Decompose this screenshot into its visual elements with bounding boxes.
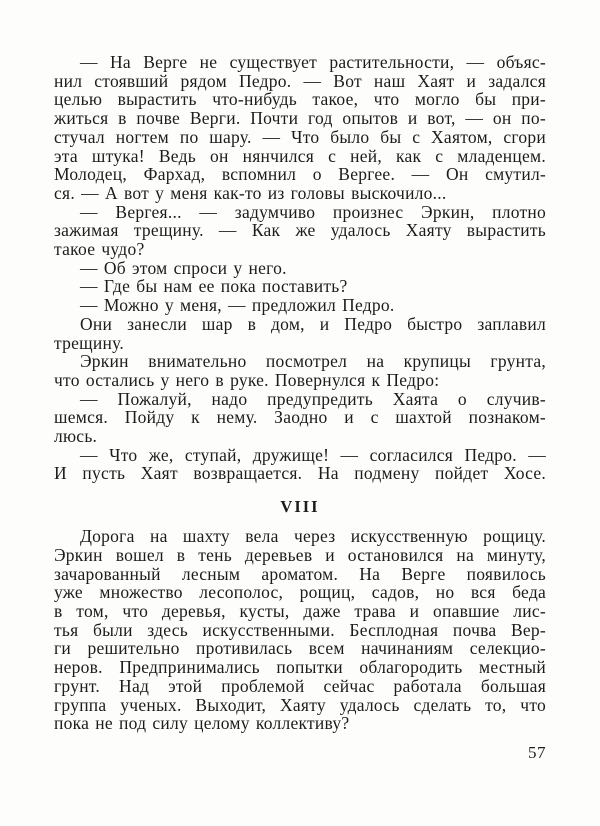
text-line: — На Верге не существует растительности, — объяс- <box>80 52 546 72</box>
text-line: — Можно у меня, — предложил Педро. <box>80 295 395 316</box>
paragraph <box>54 203 546 259</box>
text-line: ся. — А вот у меня как-то из головы выскочило... <box>54 182 447 203</box>
paragraph <box>54 315 546 352</box>
text-block <box>54 53 546 763</box>
text-line: — Вергея... — задумчиво произнес Эркин, плотно <box>80 201 546 222</box>
text-line: группа ученых. Выходит, Хаяту удалось сделать то, что <box>54 694 546 715</box>
text-line: Молодец, Фархад, вспомнил о Вергее. — Он смутил- <box>54 164 546 185</box>
paragraph <box>54 296 546 315</box>
text-line: Они занесли шар в дом, и Педро быстро заплавил <box>80 313 546 334</box>
paragraph <box>54 277 546 296</box>
text-line: эта штука! Ведь он нянчился с ней, как с младенцем. <box>54 145 546 166</box>
text-line: целью вырастить что-нибудь такое, что могло бы при- <box>54 89 546 110</box>
text-line: что остались у него в руке. Повернулся к Педро: <box>54 369 440 390</box>
text-line: люсь. <box>54 426 98 447</box>
page-number: 57 <box>528 742 546 762</box>
paragraph <box>54 390 546 446</box>
text-line: неров. Предпринимались попытки облагородить местный <box>54 657 546 678</box>
text-line: в том, что деревья, кусты, даже трава и опавшие лис- <box>54 600 546 621</box>
text-line: Дорога на шахту вела через искусственную рощицу. <box>80 526 546 547</box>
text-line: И пусть Хаят возвращается. На подмену пойдет Хосе. <box>54 463 546 484</box>
text-line: такое чудо? <box>54 239 145 260</box>
text-line: — Об этом спроси у него. <box>80 257 287 278</box>
text-line: ги решительно противилась всем начинаниям селекцио- <box>54 638 546 659</box>
paragraph <box>54 259 546 278</box>
text-line: зажимая трещину. — Как же удалось Хаяту вырастить <box>54 220 546 241</box>
text-line: — Где бы нам ее пока поставить? <box>80 276 348 297</box>
text-line: Эркин внимательно посмотрел на крупицы грунта, <box>80 351 546 372</box>
text-line: шемся. Пойду к нему. Заодно и с шахтой познаком- <box>54 407 546 428</box>
paragraph <box>54 352 546 389</box>
text-line: стучал ногтем по шару. — Что было бы с Хаятом, сгори <box>54 126 546 147</box>
text-line: нил стоявший рядом Педро. — Вот наш Хаят и задался <box>54 70 546 91</box>
text-line: зачарованный лесным ароматом. На Верге появилось <box>54 563 546 584</box>
text-line: тья были здесь искусственными. Бесплодная почва Вер- <box>54 619 546 640</box>
text-line: уже множество лесополос, рощиц, садов, но вся беда <box>54 582 546 603</box>
text-line: житься в почве Верги. Почти год опытов и вот, — он по- <box>54 108 546 129</box>
text-line: пока не под силу целому коллективу? <box>54 713 350 734</box>
text-line: грунт. Над этой проблемой сейчас работала большая <box>54 675 546 696</box>
text-line: — Что же, ступай, дружище! — согласился Педро. — <box>80 444 546 465</box>
paragraph <box>54 527 546 733</box>
section-heading: VIII <box>280 497 320 517</box>
paragraph <box>54 446 546 483</box>
text-line: — Пожалуй, надо предупредить Хаята о случив- <box>80 388 546 409</box>
text-line: трещину. <box>54 332 124 353</box>
paragraph <box>54 53 546 203</box>
text-line: Эркин вошел в тень деревьев и остановился на минуту, <box>54 544 546 565</box>
